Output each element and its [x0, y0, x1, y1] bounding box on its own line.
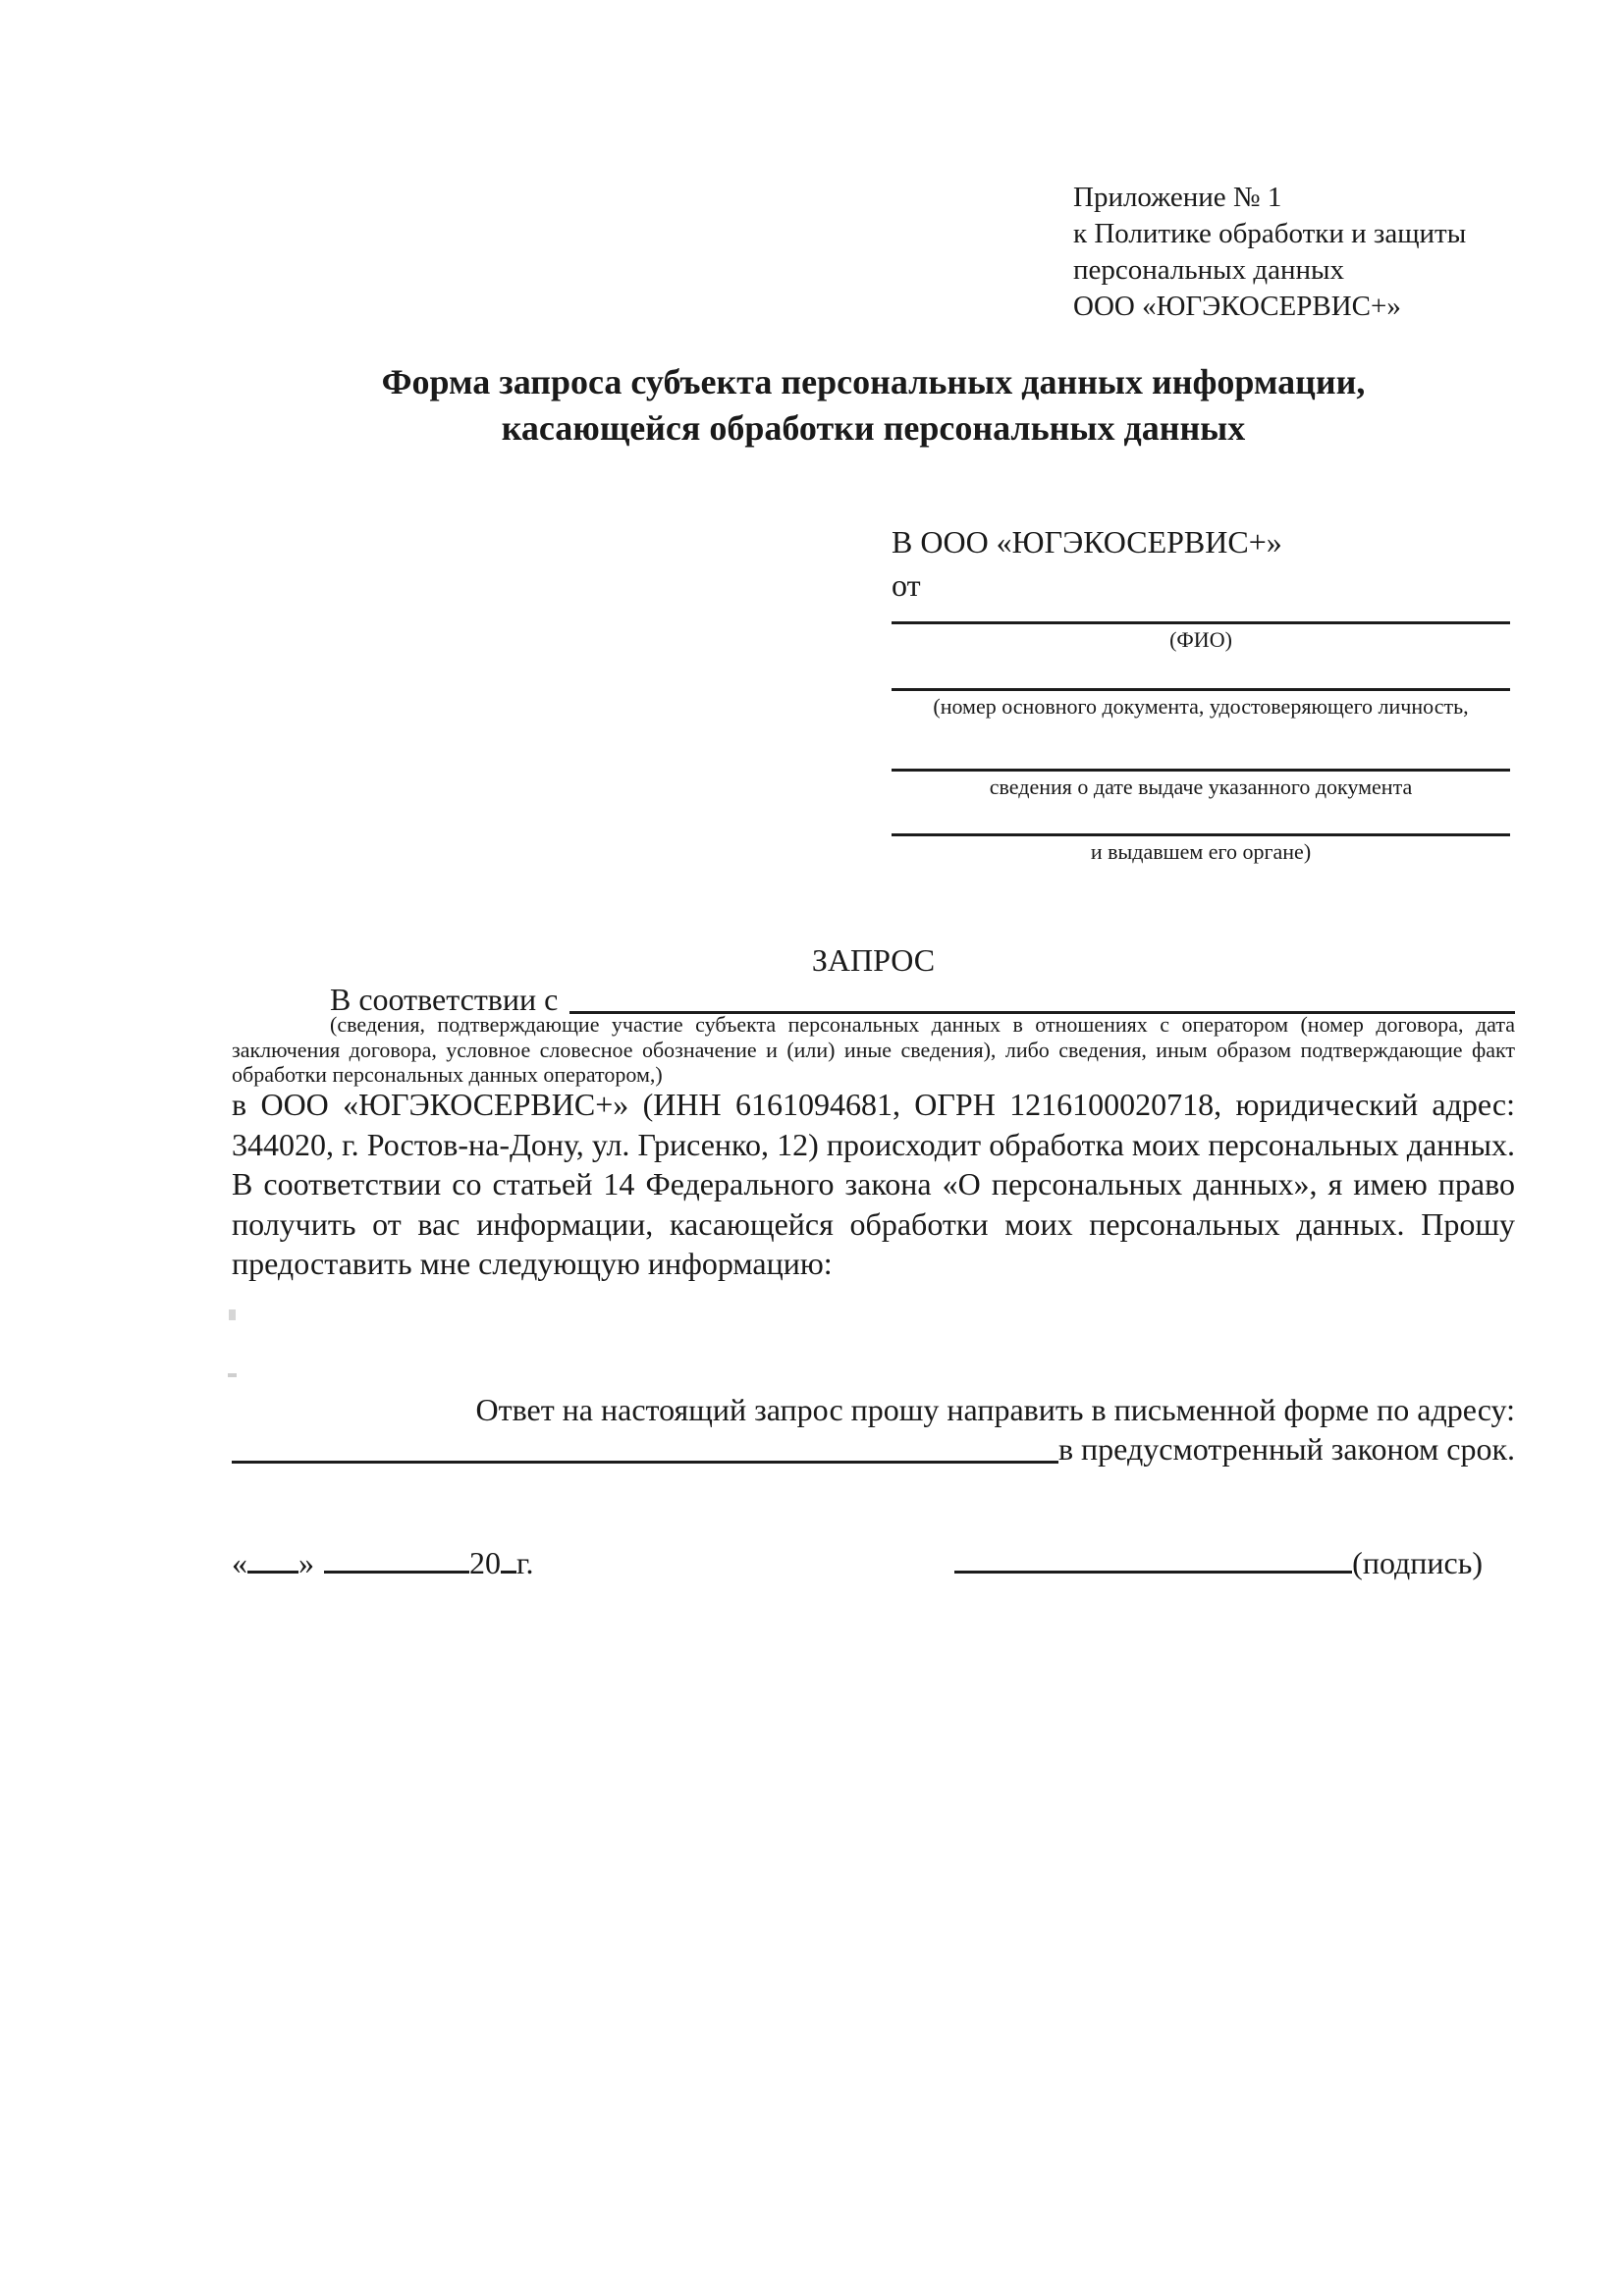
reply-block — [232, 1390, 1515, 1468]
fio-blank-line — [892, 621, 1510, 624]
faint-scan-mark — [228, 1373, 237, 1377]
signature-group — [954, 1543, 1483, 1582]
signature-blank-line — [954, 1571, 1352, 1574]
date-quote-open: « — [232, 1545, 247, 1580]
address-blank-line — [232, 1461, 1058, 1464]
request-intro-text: В соответствии с — [330, 982, 559, 1017]
document-number-blank-line — [892, 688, 1510, 691]
issuing-authority-field-label: и выдавшем его органе) — [1090, 839, 1312, 864]
appendix-line: ООО «ЮГЭКОСЕРВИС+» — [1073, 291, 1401, 322]
appendix-line: Приложение № 1 — [1073, 182, 1282, 213]
appendix-line: персональных данных — [1073, 254, 1345, 286]
issue-date-field-label: сведения о дате выдаче указанного документа — [989, 774, 1413, 799]
signature-label: (подпись) — [1352, 1545, 1483, 1580]
year-prefix: 20 — [469, 1545, 501, 1580]
year-suffix: г. — [516, 1545, 534, 1580]
request-heading: ЗАПРОС — [811, 942, 936, 978]
reply-line2 — [232, 1429, 1515, 1468]
request-body: в ООО «ЮГЭКОСЕРВИС+» (ИНН 6161094681, ОГРН 1216100020718, юридический адрес: 344020, г. Ростов-на-Дону, ул. Грисенко, 12) происходит обработка моих персональных данных. В соответствии со статьей 14 Федерального закона «О персональных данных», я имею право получить от вас информации, касающейся обработки моих персональных данных. Прошу предоставить мне следующую информацию: — [232, 1087, 1515, 1281]
fio-field-label: (ФИО) — [1169, 627, 1232, 652]
year-blank-line — [501, 1571, 516, 1574]
signature-row — [232, 1543, 1483, 1582]
document-number-field — [892, 688, 1510, 720]
faint-scan-mark — [229, 1309, 236, 1320]
request-note: (сведения, подтверждающие участие субъекта персональных данных в отношениях с оператором (номер договора, дата заключения договора, условное словесное обозначение и (или) иные сведения), либо сведения, иным образом подтверждающие факт обработки персональных данных оператором,) — [232, 1012, 1515, 1087]
addressee-block — [892, 522, 1510, 865]
fio-field — [892, 621, 1510, 653]
addressee-company: В ООО «ЮГЭКОСЕРВИС+» — [892, 524, 1282, 560]
issue-date-field — [892, 769, 1510, 800]
document-title-line2: касающейся обработки персональных данных — [501, 408, 1246, 448]
reply-line2-text: в предусмотренный законом срок. — [1057, 1431, 1515, 1467]
issue-date-blank-line — [892, 769, 1510, 772]
document-title — [232, 359, 1515, 452]
issuing-authority-blank-line — [892, 833, 1510, 836]
appendix-header — [1073, 180, 1466, 325]
date-quote-close: » — [298, 1545, 314, 1580]
reply-line1: Ответ на настоящий запрос прошу направить в письменной форме по адресу: — [475, 1392, 1515, 1427]
date-group — [232, 1543, 534, 1582]
appendix-line: к Политике обработки и защиты — [1073, 218, 1467, 249]
issuing-authority-field — [892, 833, 1510, 865]
day-blank-line — [247, 1571, 298, 1574]
document-number-field-label: (номер основного документа, удостоверяющего личность, — [933, 694, 1469, 719]
month-blank-line — [324, 1571, 469, 1574]
addressee-from-label: от — [892, 567, 921, 603]
document-title-line1: Форма запроса субъекта персональных данных информации, — [381, 362, 1366, 401]
